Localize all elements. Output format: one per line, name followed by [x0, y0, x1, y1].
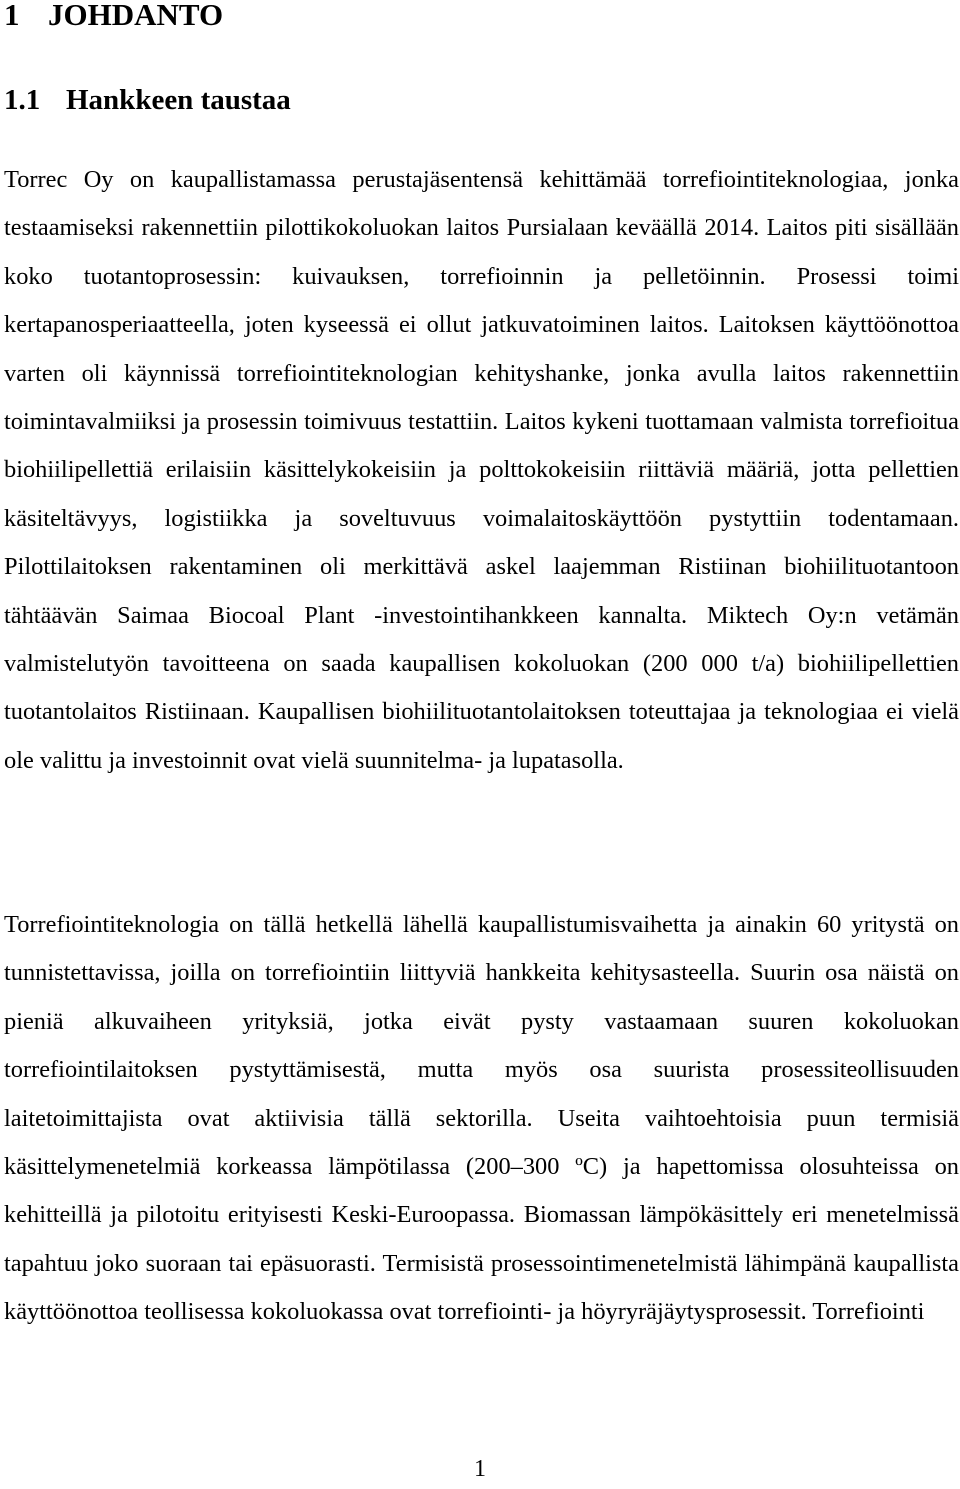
chapter-title: JOHDANTO: [48, 0, 224, 32]
chapter-number: 1: [4, 0, 20, 32]
page-number: 1: [474, 1456, 486, 1482]
section-heading: [4, 78, 291, 122]
chapter-heading: [4, 0, 223, 38]
section-number: 1.1: [4, 84, 41, 116]
section-title: Hankkeen taustaa: [66, 84, 291, 116]
paragraph-torrefaction-technology: Torrefiointiteknologia on tällä hetkellä lähellä kaupallistumisvaihetta ja ainakin 60 yritystä on tunnistettavissa, joilla on torrefiointiin liittyviä hankkeita kehitysasteella. Suurin osa näistä on pieniä alkuvaiheen yrityksiä, jotka eivät pysty vastaamaan suuren kokoluokan torrefiointilaitoksen pystyttämisestä, mutta myös osa suurista prosessiteollisuuden laitetoimittajista ovat aktiivisia tällä sektorilla. Useita vaihtoehtoisia puun termisiä käsittelymenetelmiä korkeassa lämpötilassa (200–300 ºC) ja hapettomissa olosuhteissa on kehitteillä ja pilotoitu erityisesti Keski-Euroopassa. Biomassan lämpökäsittely eri menetelmissä tapahtuu joko suoraan tai epäsuorasti. Termisistä prosessointimenetelmistä lähimpänä kaupallista käyttöönottoa teollisessa kokoluokassa ovat torrefiointi- ja höyryräjäytysprosessit. Torrefiointi: [4, 911, 959, 1326]
paragraph-background: Torrec Oy on kaupallistamassa perustajäsentensä kehittämää torrefiointiteknologiaa, jonka testaamiseksi rakennettiin pilottikokoluokan laitos Pursialaan keväällä 2014. Laitos piti sisällään koko tuotantoprosessin: kuivauksen, torrefioinnin ja pelletöinnin. Prosessi toimi kertapanosperiaatteella, joten kyseessä ei ollut jatkuvatoiminen laitos. Laitoksen käyttöönottoa varten oli käynnissä torrefiointiteknologian kehityshanke, jonka avulla laitos rakennettiin toimintavalmiiksi ja prosessin toimivuus testattiin. Laitos kykeni tuottamaan valmista torrefioitua biohiilipellettiä erilaisiin käsittelykokeisiin ja polttokokeisiin riittäviä määriä, jotta pellettien käsiteltävyys, logistiikka ja soveltuvuus voimalaitoskäyttöön pystyttiin todentamaan. Pilottilaitoksen rakentaminen oli merkittävä askel laajemman Ristiinan biohiilituotantoon tähtäävän Saimaa Biocoal Plant -investointihankkeen kannalta. Miktech Oy:n vetämän valmistelutyön tavoitteena on saada kaupallisen kokoluokan (200 000 t/a) biohiilipellettien tuotantolaitos Ristiinaan. Kaupallisen biohiilituotantolaitoksen toteuttajaa ja teknologiaa ei vielä ole valittu ja investoinnit ovat vielä suunnitelma- ja lupatasolla.: [4, 166, 959, 774]
